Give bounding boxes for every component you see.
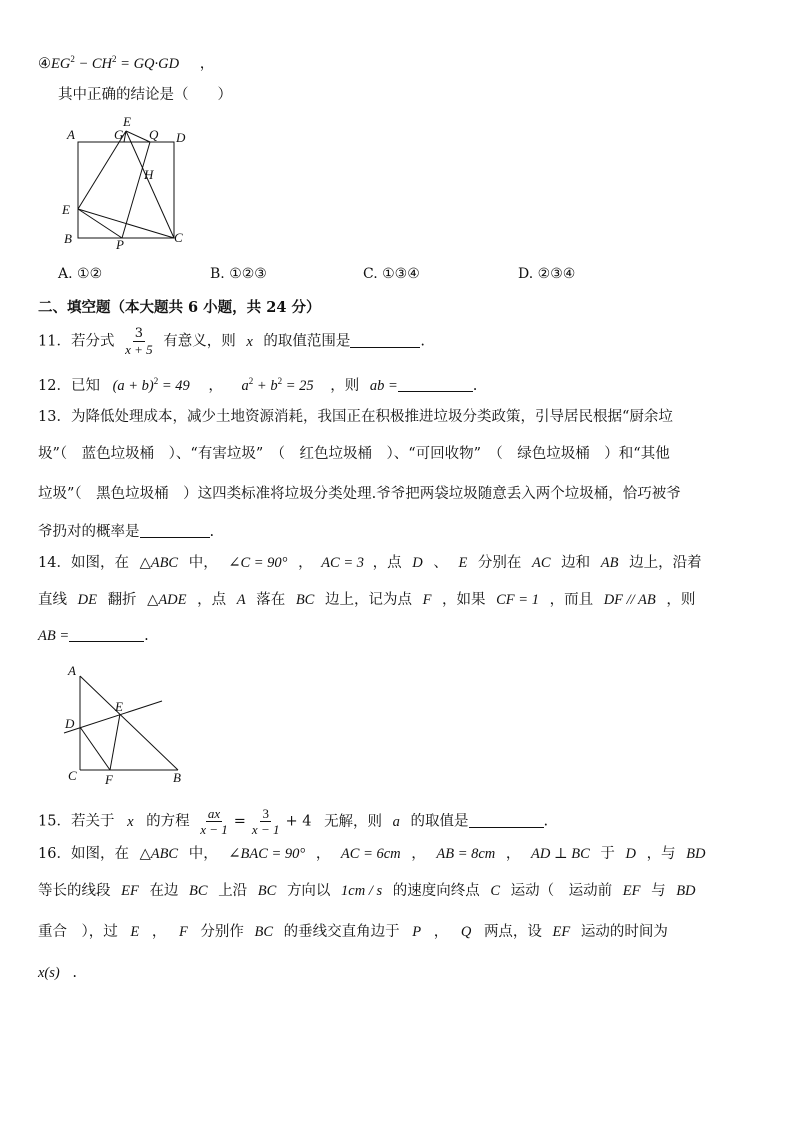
label-a: A [67,127,75,142]
q16-line-1: 16．如图，在 △ABC 中， ∠BAC = 90° ， AC = 6cm ， AB = 8cm ， AD ⊥ BC 于 D ，与 BD [38,846,706,862]
q10-prompt: 其中正确的结论是（ ） [58,87,232,103]
q16-line-3: 重合 ），过 E ， F 分别作 BC 的垂线交直角边于 P ， Q 两点，设 EF 运动的时间为 [38,924,668,940]
q12-eq2: $a^2 + b^2 = 25$ [241,376,314,394]
segment-pq [122,142,150,238]
segment-e-top-c [126,131,174,238]
q13-answer-blank[interactable] [140,522,210,538]
q15: 15．若关于 x 的方程 $\frac{ax}{x - 1}$ = $\frac{3}{x - 1}$ + 4 无解，则 a 的取值是 . [38,806,549,837]
q15-lhs-fraction: $\frac{ax}{x - 1}$ [200,806,228,837]
label-e: E [115,699,123,714]
q13-line-3: 垃圾”（ 黑色垃圾桶 ）这四类标准将垃圾分类处理.爷爷把两袋垃圾随意丢入两个垃圾桶，恰巧被爷 [38,486,681,502]
label-q: Q [149,127,159,142]
q11: 11．若分式 $\frac{3}{x + 5}$ 有意义，则 x 的取值范围是 . [38,326,425,357]
segment-e-top-e [78,131,126,209]
q10-option-d[interactable]: D. ②③④ [518,266,576,282]
q12-answer-blank[interactable] [398,376,473,392]
q12-eq1: $(a + b)^2 = 49$ [112,376,190,394]
q16-line-2: 等长的线段 EF 在边 BC 上沿 BC 方向以 1cm / s 的速度向终点 C 运动（ 运动前 EF 与 BD [38,883,696,899]
q10-option-b[interactable]: B. ①②③ [210,266,267,282]
q14-figure [56,660,196,790]
section-heading: 二、填空题（本大题共 6 小题，共 24 分） [38,299,321,316]
label-d: D [176,130,186,145]
line-de [64,701,162,733]
q13-line-1: 13．为降低处理成本，减少土地资源消耗，我国正在积极推进垃圾分类政策，引导居民根据“厨余垃 [38,409,673,425]
q11-answer-blank[interactable] [350,332,420,348]
segment-ef [110,714,120,770]
label-f: F [105,772,113,787]
q14-line-2: 直线 DE 翻折 △ADE ，点 A 落在 BC 边上，记为点 F ，如果 CF = 1 ，而且 DF // AB ，则 [38,592,696,608]
segment-ep [78,209,122,238]
q13-line-2: 圾”（ 蓝色垃圾桶 ）、“有害垃圾” （ 红色垃圾桶 ）、“可回收物” （ 绿色垃圾桶 ）和“其他 [38,446,670,462]
segment-df [80,727,110,770]
label-c: C [174,230,183,245]
label-a: A [68,663,76,678]
label-b: B [173,770,181,785]
segment-eq [126,131,150,142]
label-e: E [62,202,70,217]
q10-option-c[interactable]: C. ①③④ [363,266,420,282]
label-b: B [64,231,72,246]
label-g: G [114,127,124,142]
q10-item4-expr: $EG^2 - CH^2 = GQ\cdot GD$ [51,54,180,72]
label-c: C [68,768,77,783]
q15-rhs-fraction: $\frac{3}{x - 1}$ [251,806,280,837]
q10-option-a[interactable]: A. ①② [58,266,103,282]
q13-line-4: 爷扔对的概率是 . [38,524,215,540]
q15-answer-blank[interactable] [469,812,544,828]
q14-answer-blank[interactable] [69,626,144,642]
q12: 12．已知 $(a + b)^2 = 49$ ， $a^2 + b^2 = 25$ ，则 ab = . [38,376,478,394]
label-p: P [116,237,124,252]
label-e-top: E [123,114,131,129]
q16-line-4: x(s) . [38,965,77,981]
q10-item4: $④EG^2 - CH^2 = GQ\cdot GD$ ， [38,54,215,72]
label-h: H [144,167,154,182]
q10-figure [56,114,196,254]
q14-line-1: 14．如图，在 △ABC 中， ∠C = 90° ， AC = 3 ，点 D 、 E 分别在 AC 边和 AB 边上，沿着 [38,555,702,571]
q11-fraction: $\frac{3}{x + 5}$ [125,326,153,357]
label-d: D [65,716,75,731]
q14-line-3: AB = . [38,628,149,644]
